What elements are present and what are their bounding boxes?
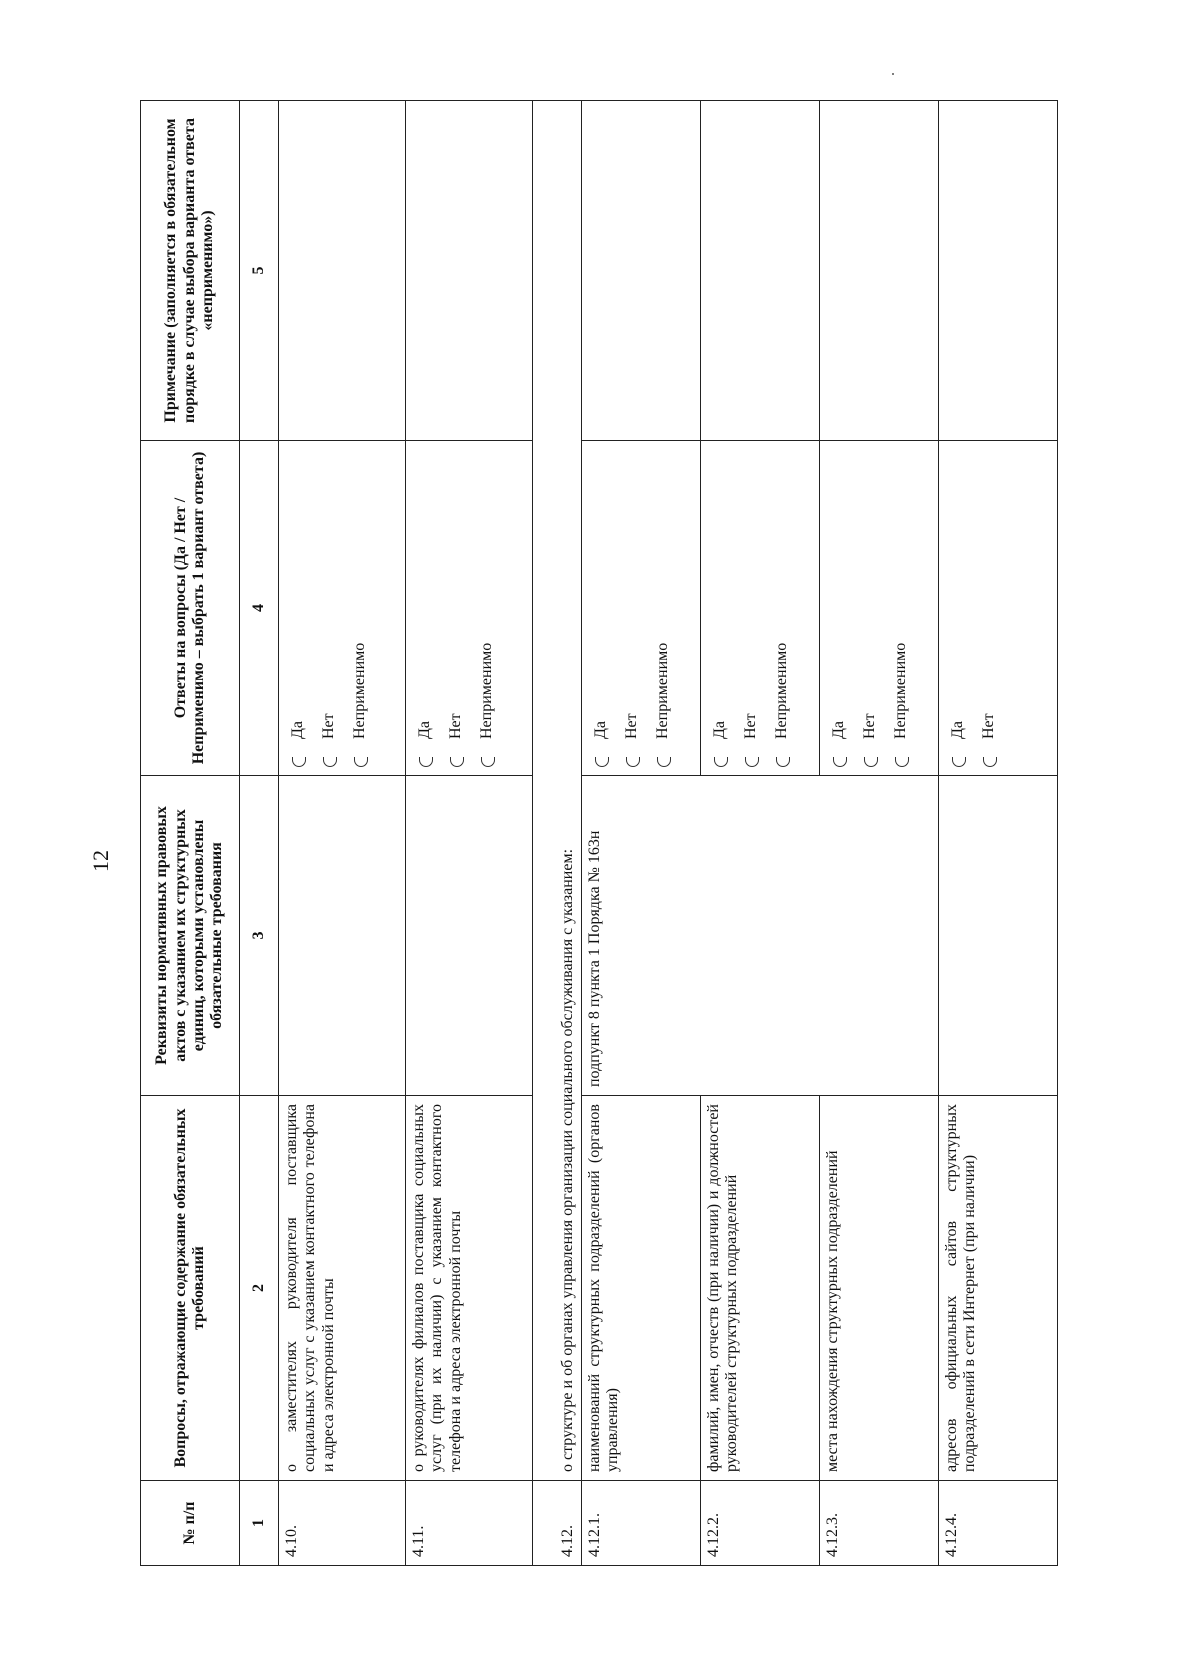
radio-icon[interactable] [776,757,790,767]
note-cell[interactable] [820,101,939,441]
answer-label: Неприменимо [478,642,496,739]
table-row [939,101,1058,1566]
answers-cell [820,441,939,776]
answer-label: Да [830,720,848,739]
answer-option-na[interactable] [886,449,917,767]
column-number: 1 [240,1481,279,1566]
rotated-table-container [140,101,1090,1566]
requisites-cell [406,776,533,1096]
answer-option-no[interactable] [441,449,472,767]
column-number-row [240,101,279,1566]
row-number: 4.12.1. [582,1481,701,1566]
radio-icon[interactable] [714,757,728,767]
radio-icon[interactable] [983,757,997,767]
question-text: наименований структурных подразделений (органов управления) [582,1096,701,1481]
table-row [582,101,701,1566]
question-text: фамилий, имен, отчеств (при наличии) и должностей руководителей структурных подразделений [701,1096,820,1481]
answers-cell [279,441,406,776]
radio-icon[interactable] [745,757,759,767]
radio-icon[interactable] [626,757,640,767]
row-number: 4.10. [279,1481,406,1566]
answer-label: Нет [742,713,760,739]
note-cell[interactable] [701,101,820,441]
column-number: 5 [240,101,279,441]
question-text: адресов официальных сайтов структурных подразделений в сети Интернет (при наличии) [939,1096,1058,1481]
radio-icon[interactable] [833,757,847,767]
answer-label: Да [949,720,967,739]
radio-icon[interactable] [864,757,878,767]
scan-speck [892,73,894,75]
table-section-row [533,101,582,1566]
answer-option-na[interactable] [767,449,798,767]
answer-label: Да [592,720,610,739]
radio-icon[interactable] [323,757,337,767]
row-number: 4.12.4. [939,1481,1058,1566]
answer-label: Да [289,720,307,739]
answer-label: Неприменимо [351,642,369,739]
column-number: 4 [240,441,279,776]
answers-cell [582,441,701,776]
table-row [279,101,406,1566]
radio-icon[interactable] [595,757,609,767]
answer-option-no[interactable] [314,449,345,767]
answer-label: Нет [980,713,998,739]
column-number: 3 [240,776,279,1096]
answer-label: Нет [320,713,338,739]
answer-option-yes[interactable] [705,449,736,767]
header-number: № п/п [141,1481,240,1566]
answer-option-no[interactable] [855,449,886,767]
radio-icon[interactable] [354,757,368,767]
answer-label: Неприменимо [892,642,910,739]
answer-option-no[interactable] [974,449,1005,767]
answer-label: Неприменимо [773,642,791,739]
radio-icon[interactable] [419,757,433,767]
answer-option-yes[interactable] [824,449,855,767]
answer-label: Да [416,720,434,739]
answer-option-yes[interactable] [410,449,441,767]
answer-label: Нет [447,713,465,739]
answer-option-na[interactable] [472,449,503,767]
question-text: о руководителях филиалов поставщика социальных услуг (при их наличии) с указанием контактного телефона и адреса электронной почты [406,1096,533,1481]
answer-label: Неприменимо [654,642,672,739]
question-text: места нахождения структурных подразделений [820,1096,939,1481]
answer-option-no[interactable] [736,449,767,767]
requisites-cell [279,776,406,1096]
answer-option-na[interactable] [648,449,679,767]
section-text: о структуре и об органах управления организации социального обслуживания с указанием: [533,101,582,1481]
answer-label: Нет [861,713,879,739]
header-answers: Ответы на вопросы (Да / Нет / Неприменимо – выбрать 1 вариант ответа) [141,441,240,776]
column-number: 2 [240,1096,279,1481]
note-cell[interactable] [406,101,533,441]
note-cell[interactable] [582,101,701,441]
note-cell[interactable] [939,101,1058,441]
table-row [406,101,533,1566]
requirements-table [140,100,1058,1566]
question-text: о заместителях руководителя поставщика социальных услуг с указанием контактного телефона и адреса электронной почты [279,1096,406,1481]
header-questions: Вопросы, отражающие содержание обязательных требований [141,1096,240,1481]
answer-option-yes[interactable] [586,449,617,767]
answer-label: Да [711,720,729,739]
answer-option-yes[interactable] [943,449,974,767]
header-note: Примечание (заполняется в обязательном порядке в случае выбора варианта ответа «неприменимо») [141,101,240,441]
radio-icon[interactable] [292,757,306,767]
row-number: 4.11. [406,1481,533,1566]
answers-cell [701,441,820,776]
answer-option-yes[interactable] [283,449,314,767]
answers-cell [939,441,1058,776]
radio-icon[interactable] [450,757,464,767]
radio-icon[interactable] [481,757,495,767]
answer-label: Нет [623,713,641,739]
answer-option-no[interactable] [617,449,648,767]
table-header-row [141,101,240,1566]
note-cell[interactable] [279,101,406,441]
requisites-cell [939,776,1058,1096]
requisites-cell: подпункт 8 пункта 1 Порядка № 163н [582,776,939,1096]
radio-icon[interactable] [895,757,909,767]
radio-icon[interactable] [952,757,966,767]
radio-icon[interactable] [657,757,671,767]
header-requisites: Реквизиты нормативных правовых актов с указанием их структурных единиц, которыми установлены обязательные требования [141,776,240,1096]
row-number: 4.12.2. [701,1481,820,1566]
answers-cell [406,441,533,776]
row-number: 4.12. [533,1481,582,1566]
row-number: 4.12.3. [820,1481,939,1566]
page-number: 12 [88,850,113,872]
answer-option-na[interactable] [345,449,376,767]
